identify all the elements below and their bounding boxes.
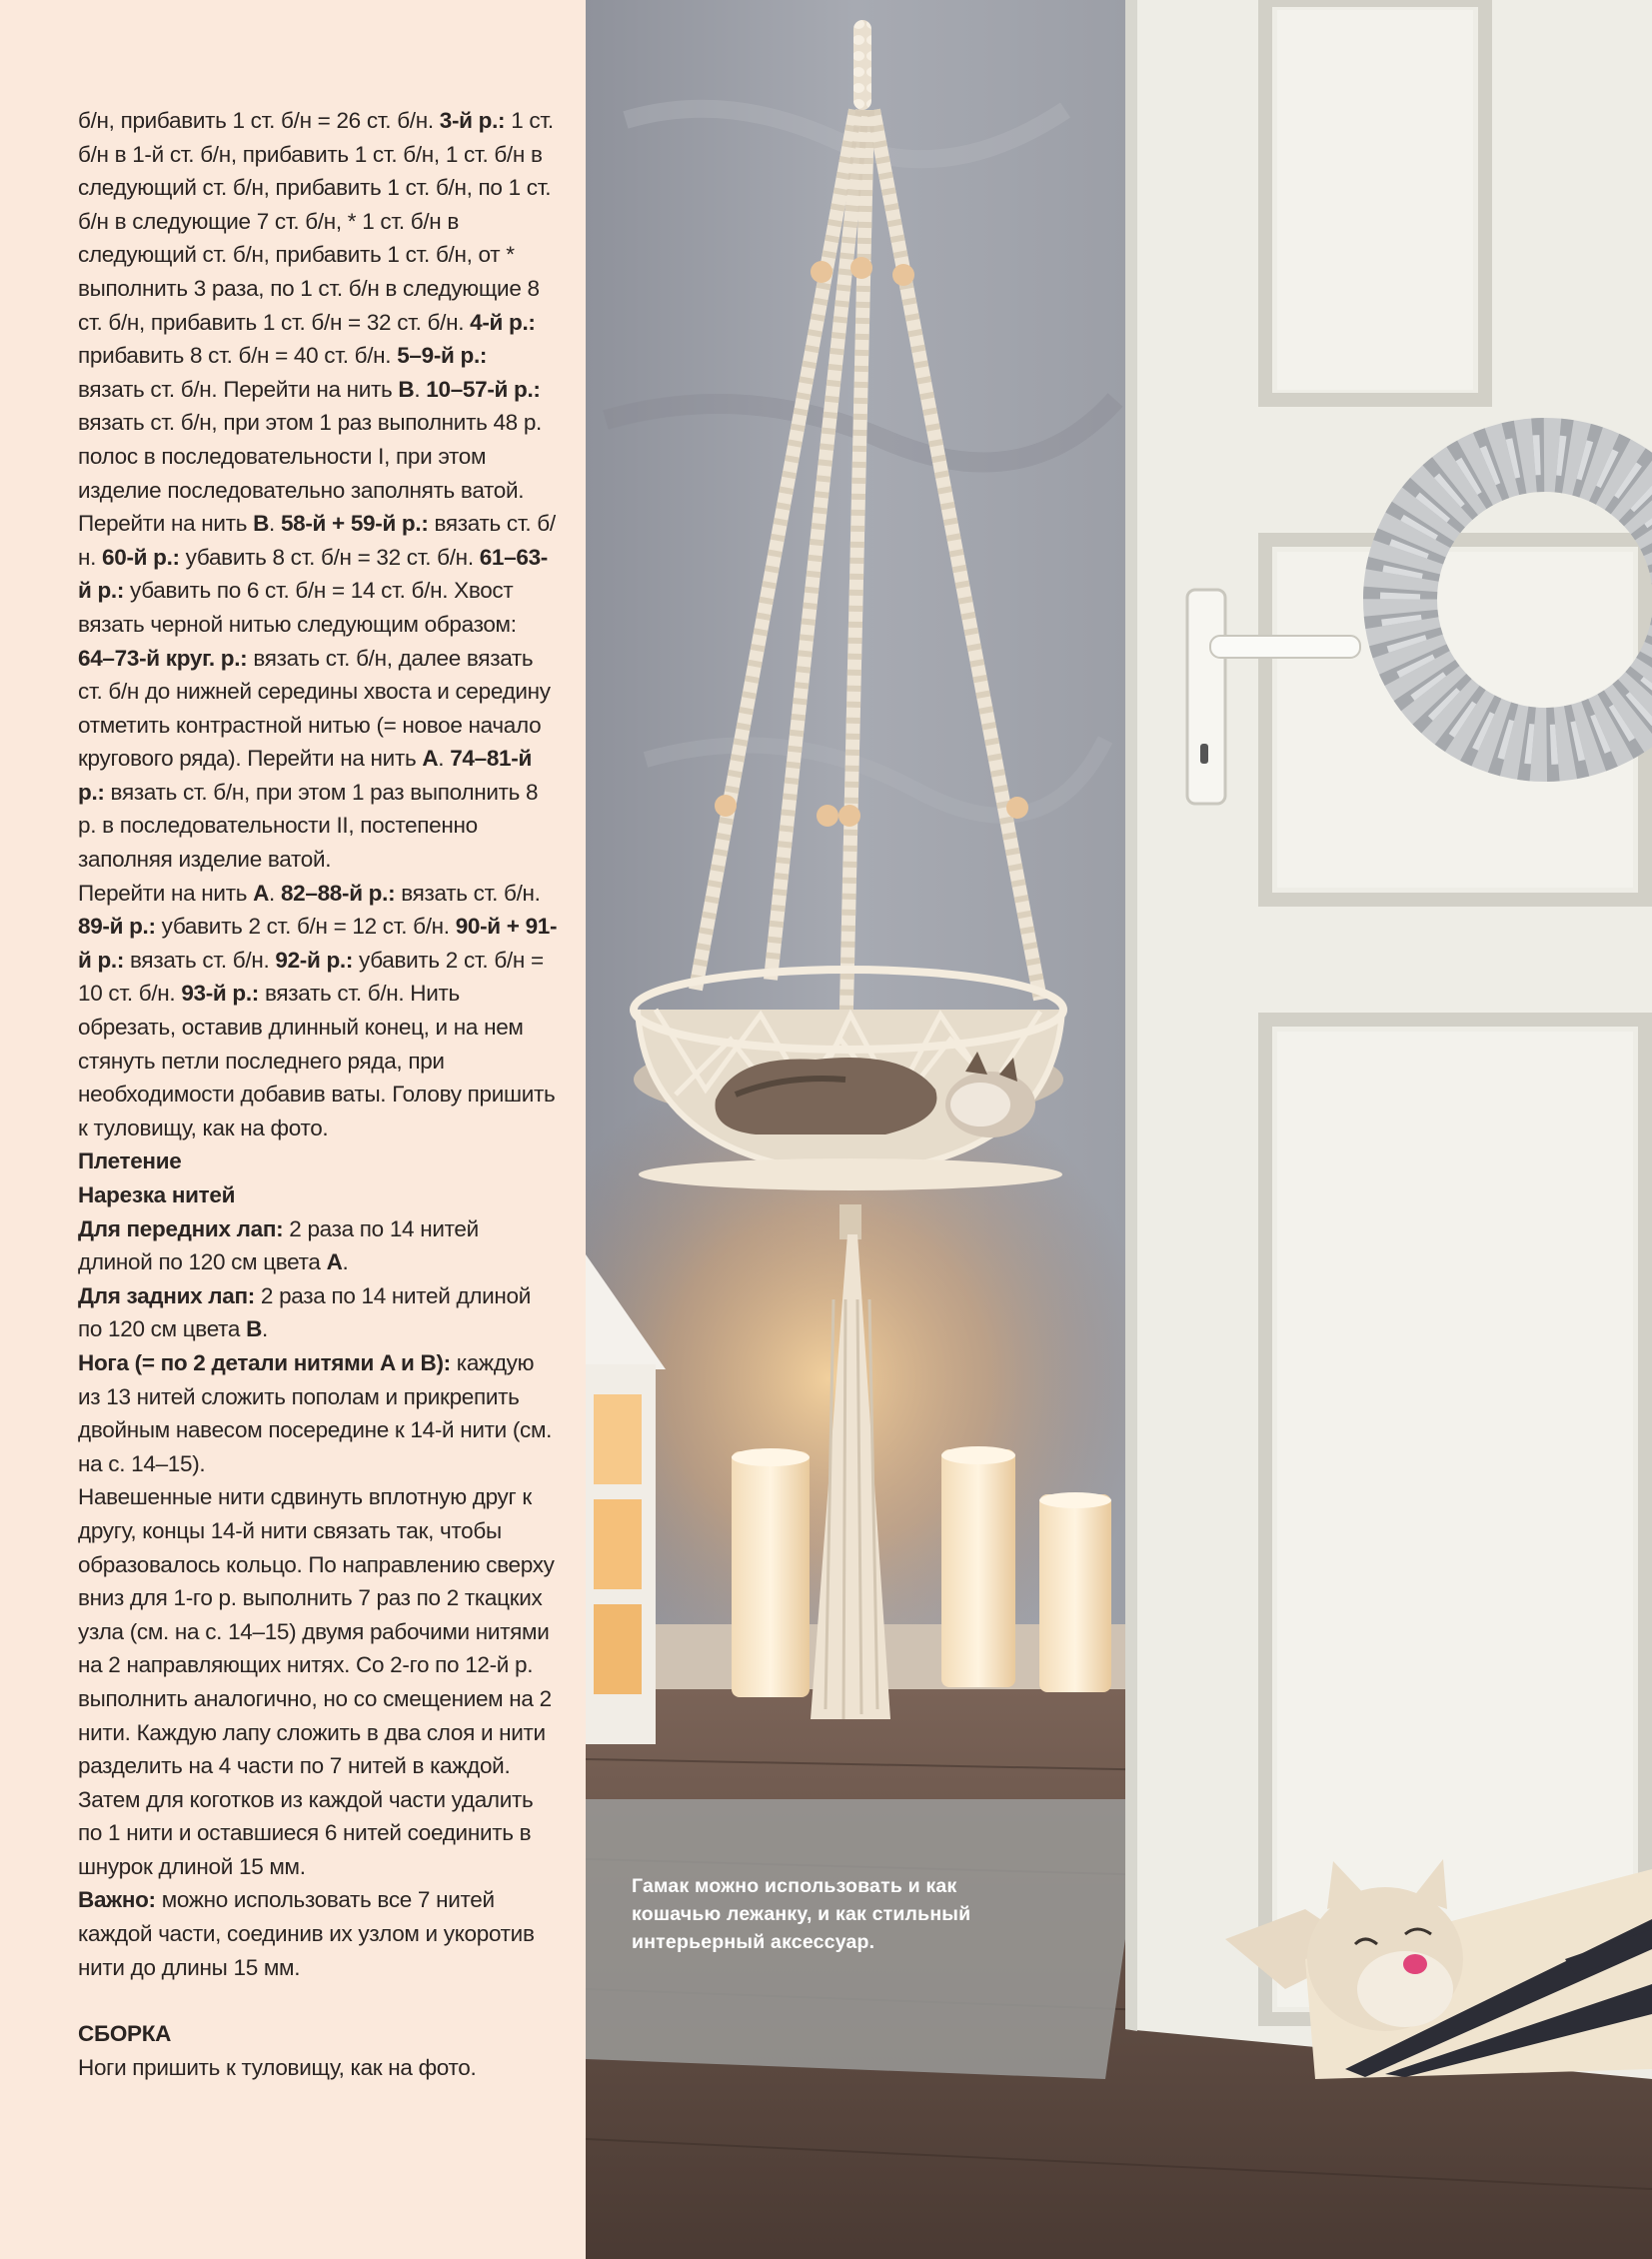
section-spacer bbox=[78, 1984, 558, 2017]
text-run: Навешенные нити сдвинуть вплотную друг к другу, концы 14-й нити связать так, чтобы образовалось кольцо. По направлению сверху вниз для 1-го р. выполнить 7 раз по 2 ткацких узла (см. на с. 14–15) двумя рабочими нитями на 2 направляющих нитях. Со 2-го по 12-й р. выполнить аналогично, но со смещением на 2 нити. Каждую лапу сложить в два слоя и нити разделить на 4 части по 7 нитей в каждой. Затем для коготков из каждой части удалить по 1 нити и оставшиеся 6 нитей соединить в шнурок длиной 15 мм. bbox=[78, 1484, 555, 1879]
text-run: вязать ст. б/н. bbox=[124, 947, 276, 973]
bold-term: A bbox=[422, 746, 439, 772]
instruction-paragraph bbox=[78, 1144, 558, 1178]
bold-term: 5–9-й р.: bbox=[397, 343, 488, 369]
instruction-paragraph bbox=[78, 877, 558, 1145]
text-run: вязать ст. б/н, далее вязать ст. б/н до нижней середины хвоста и середину отметить контрастной нитью (= новое начало кругового ряда). Перейти на нить bbox=[78, 645, 551, 772]
text-run: . bbox=[342, 1249, 349, 1275]
text-run: убавить 8 ст. б/н = 32 ст. б/н. bbox=[179, 544, 480, 570]
text-run: вязать ст. б/н. bbox=[395, 880, 541, 906]
text-run: 1 ст. б/н в 1-й ст. б/н, прибавить 1 ст. б/н, 1 ст. б/н в следующий ст. б/н, прибавить 1 ст. б/н, по 1 ст. б/н в следующие 7 ст. б/н, * 1 ст. б/н в следующий ст. б/н, прибавить 1 ст. б/н, от * выполнить 3 раза, по 1 ст. б/н в следующие 8 ст. б/н, прибавить 1 ст. б/н = 32 ст. б/н. bbox=[78, 108, 554, 335]
bold-term: Важно: bbox=[78, 1887, 156, 1913]
text-run: . bbox=[269, 511, 281, 537]
bold-term: Нарезка нитей bbox=[78, 1182, 236, 1207]
text-run: каждую из 13 нитей сложить пополам и прикрепить двойным навесом посередине к 14-й нити (см. на с. 14–15). bbox=[78, 1349, 553, 1476]
instruction-paragraph bbox=[78, 104, 558, 877]
bold-term: B bbox=[398, 376, 415, 402]
instruction-paragraph bbox=[78, 1480, 558, 1883]
text-run: 2 раза по 14 нитей длиной по 120 см цвета bbox=[78, 1282, 531, 1342]
text-run: прибавить 8 ст. б/н = 40 ст. б/н. bbox=[78, 343, 398, 369]
bold-term: 61–63-й р.: bbox=[78, 544, 548, 604]
text-run: убавить по 6 ст. б/н = 14 ст. б/н. Хвост вязать черной нитью следующим образом: bbox=[78, 578, 517, 637]
door bbox=[1125, 0, 1652, 2079]
bold-term: B bbox=[246, 1316, 263, 1342]
instruction-paragraph bbox=[78, 1346, 558, 1480]
bold-term: 58-й + 59-й р.: bbox=[280, 511, 429, 537]
bold-term: 93-й р.: bbox=[181, 981, 260, 1007]
text-run: . bbox=[269, 880, 281, 906]
text-run: вязать ст. б/н. Нить обрезать, оставив длинный конец, и на нем стянуть петли последнего ряда, при необходимости добавив ваты. Голову пришить к туловищу, как на фото. bbox=[78, 981, 556, 1140]
text-run: вязать ст. б/н, при этом 1 раз выполнить 48 р. полос в последовательности I, при этом изделие последовательно заполнять ватой. Перейти на нить bbox=[78, 410, 542, 537]
bold-term: 82–88-й р.: bbox=[280, 880, 396, 906]
instructions-text bbox=[78, 104, 558, 2084]
bold-term: 92-й р.: bbox=[275, 947, 354, 973]
bold-term: 90-й + 91-й р.: bbox=[78, 914, 558, 973]
text-run: . bbox=[414, 376, 427, 402]
text-run: вязать ст. б/н. Перейти на нить bbox=[78, 376, 399, 402]
text-run: . bbox=[262, 1316, 268, 1342]
bold-term: Для задних лап: bbox=[78, 1282, 255, 1308]
text-run: . bbox=[438, 746, 451, 772]
instruction-paragraph bbox=[78, 1883, 558, 1984]
bold-term: Плетение bbox=[78, 1148, 182, 1174]
bold-term: 4-й р.: bbox=[470, 309, 536, 335]
text-run: убавить 2 ст. б/н = 12 ст. б/н. bbox=[155, 914, 456, 940]
instruction-paragraph bbox=[78, 1279, 558, 1346]
bold-term: 3-й р.: bbox=[439, 108, 506, 133]
text-run: можно использовать все 7 нитей каждой части, соединив их узлом и укоротив нити до длины 15 мм. bbox=[78, 1887, 535, 1980]
bold-term: A bbox=[253, 880, 270, 906]
text-run: 2 раза по 14 нитей длиной по 120 см цвета bbox=[78, 1215, 479, 1275]
assembly-heading bbox=[78, 2017, 558, 2051]
text-run: б/н, прибавить 1 ст. б/н = 26 ст. б/н. bbox=[78, 108, 440, 133]
text-run: вязать ст. б/н, при этом 1 раз выполнить 8 р. в последовательности II, постепенно заполняя изделие ватой. bbox=[78, 779, 539, 873]
assembly-heading-text: СБОРКА bbox=[78, 2021, 172, 2047]
bold-term: Нога (= по 2 детали нитями A и B): bbox=[78, 1349, 451, 1375]
bold-term: Для передних лап: bbox=[78, 1215, 284, 1241]
text-column bbox=[0, 0, 585, 2259]
bold-term: B bbox=[253, 511, 270, 537]
bold-term: 89-й р.: bbox=[78, 914, 156, 940]
text-run: вязать ст. б/н. bbox=[78, 511, 556, 570]
bold-term: 64–73-й круг. р.: bbox=[78, 645, 248, 671]
bold-term: 74–81-й р.: bbox=[78, 746, 532, 805]
text-run: убавить 2 ст. б/н = 10 ст. б/н. bbox=[78, 947, 544, 1007]
bold-term: 10–57-й р.: bbox=[426, 376, 541, 402]
bold-term: A bbox=[326, 1249, 343, 1275]
text-run: Перейти на нить bbox=[78, 880, 254, 906]
instruction-paragraph bbox=[78, 1178, 558, 1212]
assembly-text: Ноги пришить к туловищу, как на фото. bbox=[78, 2054, 477, 2080]
bold-term: 60-й р.: bbox=[102, 544, 180, 570]
instruction-paragraph bbox=[78, 1212, 558, 1279]
photo-caption: Гамак можно использовать и как кошачью лежанку, и как стильный интерьерный аксессуар. bbox=[632, 1875, 971, 1953]
